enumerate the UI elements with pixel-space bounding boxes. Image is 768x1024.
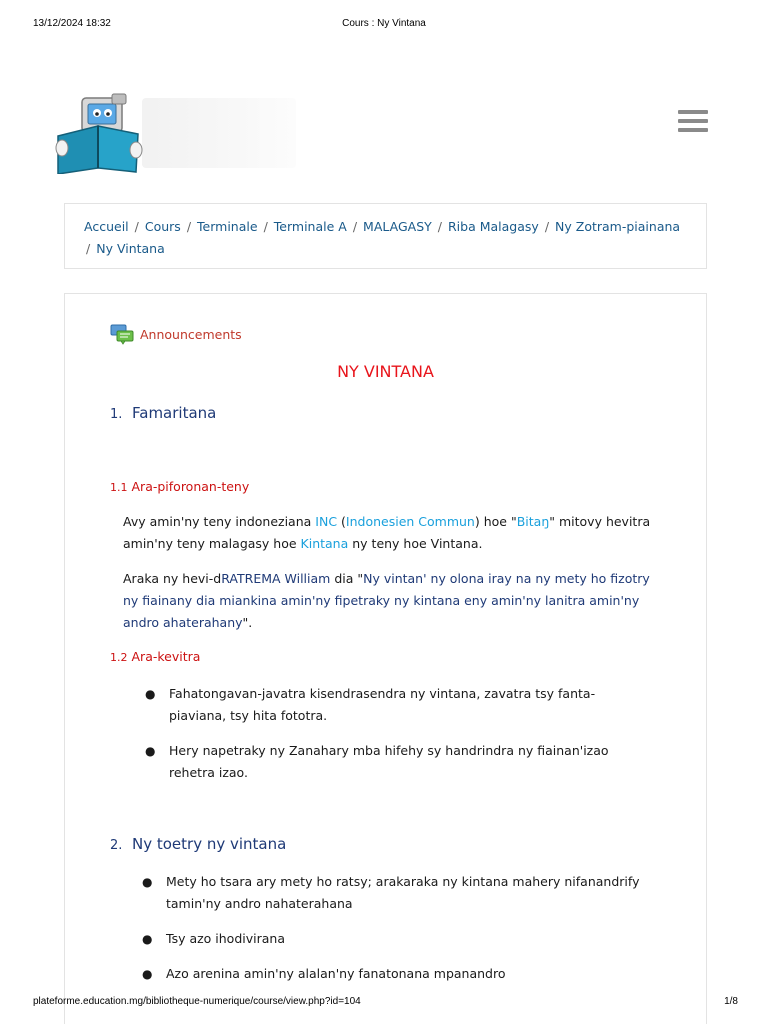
section-1-heading	[110, 404, 216, 422]
author-name: RATREMA William	[221, 571, 331, 586]
breadcrumb-courses[interactable]: Cours	[144, 219, 181, 234]
subsection-1-1-number: 1.1	[110, 481, 128, 494]
section-1-title: Famaritana	[132, 404, 217, 422]
breadcrumb: Accueil / Cours / Terminale / Terminale A / MALAGASY / Riba Malagasy / Ny Zotram-piainana / Ny Vintana	[64, 203, 707, 269]
print-url: plateforme.education.mg/bibliotheque-numerique/course/view.php?id=104	[33, 996, 361, 1007]
reading-robot-logo	[52, 92, 144, 174]
subsection-1-2-title: Ara-kevitra	[131, 649, 201, 664]
subsection-1-1-title: Ara-piforonan-teny	[131, 479, 250, 494]
site-logo[interactable]	[52, 92, 296, 174]
announcements-link[interactable]	[110, 322, 242, 346]
bullet-icon: ●	[145, 687, 156, 701]
paragraph-definition: Araka ny hevi-dRATREMA William dia "Ny vintan' ny olona iray na ny mety ho fizotry ny fiainany dia miankina amin'ny fipetraky ny kintana eny amin'ny lanitra amin'ny andro ahaterahany".	[123, 571, 650, 630]
breadcrumb-terminale-a[interactable]: Terminale A	[273, 219, 347, 234]
bullet-icon: ●	[142, 967, 153, 981]
list-item: ● Hery napetraky ny Zanahary mba hifehy sy handrindra ny fiainan'izao rehetra izao.	[169, 740, 649, 784]
breadcrumb-riba-malagasy[interactable]: Riba Malagasy	[448, 219, 539, 234]
section-2-title: Ny toetry ny vintana	[132, 835, 287, 853]
forum-icon	[110, 323, 134, 345]
subsection-1-2-number: 1.2	[110, 651, 128, 664]
breadcrumb-ny-vintana[interactable]: Ny Vintana	[96, 241, 165, 256]
section-2-heading	[110, 835, 286, 853]
bullet-icon: ●	[142, 875, 153, 889]
list-item: ● Azo arenina amin'ny alalan'ny fanatonana mpanandro	[166, 963, 646, 985]
list-item: ● Fahatongavan-javatra kisendrasendra ny vintana, zavatra tsy fanta-piaviana, tsy hita fototra.	[169, 683, 649, 727]
print-footer	[0, 996, 768, 1010]
bullet-icon: ●	[145, 744, 156, 758]
logo-background	[142, 98, 296, 168]
bullet-icon: ●	[142, 932, 153, 946]
breadcrumb-ny-zotram-piainana[interactable]: Ny Zotram-piainana	[555, 219, 681, 234]
term-inc: INC	[315, 514, 338, 529]
print-title: Cours : Ny Vintana	[342, 18, 426, 29]
hamburger-icon[interactable]	[678, 110, 708, 136]
term-bitang: Bitaŋ	[516, 514, 550, 529]
term-kintana: Kintana	[300, 536, 349, 551]
print-page-number: 1/8	[724, 996, 738, 1007]
print-datetime: 13/12/2024 18:32	[33, 18, 111, 29]
subsection-1-2-heading	[110, 649, 200, 664]
paragraph-etymology: Avy amin'ny teny indoneziana INC (Indonesien Commun) hoe "Bitaŋ" mitovy hevitra amin'ny teny malagasy hoe Kintana ny teny hoe Vintana.	[123, 514, 651, 551]
breadcrumb-home[interactable]: Accueil	[84, 219, 129, 234]
list-item: ● Mety ho tsara ary mety ho ratsy; arakaraka ny kintana mahery nifanandrify tamin'ny andro nahaterahana	[166, 871, 646, 915]
definition-quote: Ny vintan' ny olona iray na ny mety ho fizotry ny fiainany dia miankina amin'ny fipetraky ny kintana eny amin'ny lanitra amin'ny andro ahaterahany	[123, 571, 650, 630]
breadcrumb-terminale[interactable]: Terminale	[197, 219, 258, 234]
term-indonesien-commun: Indonesien Commun	[345, 514, 475, 529]
page-title: NY VINTANA	[337, 362, 434, 381]
print-header	[0, 18, 768, 32]
announcements-label: Announcements	[140, 326, 242, 342]
subsection-1-1-heading	[110, 479, 249, 494]
list-item: ● Tsy azo ihodivirana	[166, 928, 646, 950]
section-1-number: 1.	[110, 407, 123, 422]
breadcrumb-malagasy[interactable]: MALAGASY	[363, 219, 432, 234]
section-2-number: 2.	[110, 838, 123, 853]
